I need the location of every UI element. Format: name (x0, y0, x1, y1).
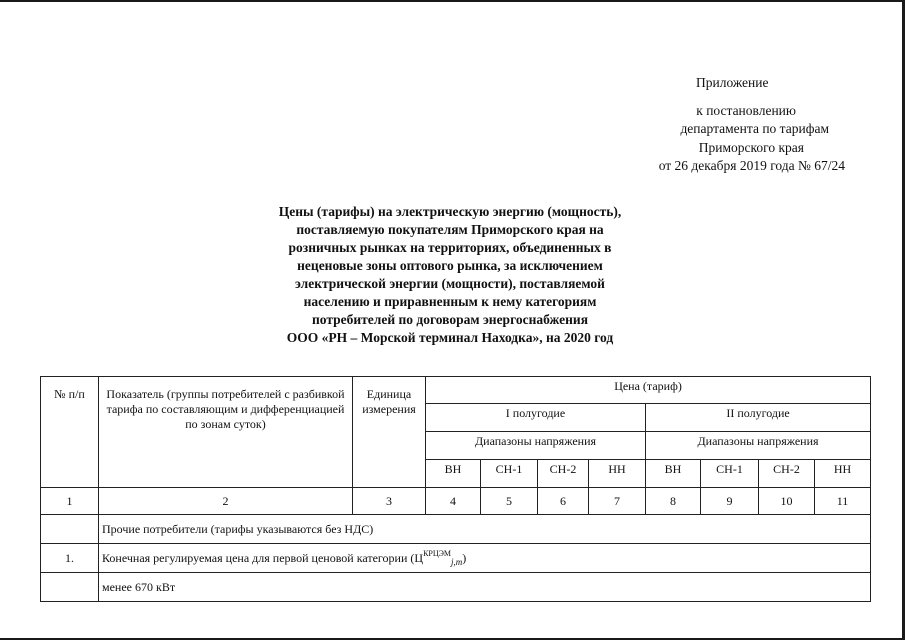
header-voltage-nn: НН (589, 460, 646, 488)
formula-superscript: КРЦЭМ (423, 548, 452, 558)
header-voltage-ranges-1: Диапазоны напряжения (426, 432, 646, 460)
header-indicator: Показатель (группы потребителей с разбивкой тарифа по составляющим и дифференциацией по зонам суток) (99, 377, 353, 488)
appendix-line: от 26 декабря 2019 года № 67/24 (658, 158, 845, 173)
appendix-line: к постановлению (696, 102, 796, 118)
column-number: 7 (589, 488, 646, 515)
header-half-2: II полугодие (646, 404, 871, 432)
document-heading (245, 203, 655, 347)
appendix-line: Приморского края (698, 139, 804, 155)
header-num: № п/п (41, 377, 99, 488)
heading-line: поставляемую покупателям Приморского края на (296, 222, 604, 237)
header-voltage-nn: НН (815, 460, 871, 488)
tariff-table (40, 376, 871, 602)
header-voltage-sn1: СН-1 (701, 460, 759, 488)
row-num: 1. (41, 544, 99, 573)
header-half-1: I полугодие (426, 404, 646, 432)
header-voltage-sn2: СН-2 (759, 460, 815, 488)
header-voltage-ranges-2: Диапазоны напряжения (646, 432, 871, 460)
appendix-block (560, 74, 880, 176)
column-number: 1 (41, 488, 99, 515)
formula-tail: ) (462, 550, 467, 565)
row-num (41, 515, 99, 544)
table-row (41, 515, 871, 544)
row-text: Прочие потребители (тарифы указываются без НДС) (99, 515, 871, 544)
header-unit: Единица измерения (353, 377, 426, 488)
heading-line: Цены (тарифы) на электрическую энергию (мощность), (278, 204, 622, 219)
table-row (41, 573, 871, 602)
row-text: менее 670 кВт (99, 573, 871, 602)
row-text: Конечная регулируемая цена для первой ценовой категории (Ц (102, 550, 424, 565)
heading-line: потребителей по договорам энергоснабжения (311, 312, 589, 327)
heading-line: неценовые зоны оптового рынка, за исключением (297, 258, 603, 273)
formula-subscript: j,m (451, 556, 463, 567)
heading-line: ООО «РН – Морской терминал Находка», на 2020 год (286, 330, 614, 345)
column-number: 2 (99, 488, 353, 515)
column-number: 4 (426, 488, 481, 515)
column-number: 9 (701, 488, 759, 515)
appendix-title: Приложение (696, 75, 769, 90)
column-number-row (41, 488, 871, 515)
heading-line: розничных рынках на территориях, объединенных в (288, 240, 612, 255)
header-voltage-sn2: СН-2 (538, 460, 589, 488)
header-voltage-vn: ВН (426, 460, 481, 488)
column-number: 6 (538, 488, 589, 515)
header-voltage-sn1: СН-1 (481, 460, 538, 488)
column-number: 3 (353, 488, 426, 515)
header-voltage-vn: ВН (646, 460, 701, 488)
heading-line: населению и приравненным к нему категориям (303, 294, 597, 309)
header-price: Цена (тариф) (426, 377, 871, 404)
table-row (41, 544, 871, 573)
column-number: 10 (759, 488, 815, 515)
scan-border-top (0, 0, 905, 2)
column-number: 5 (481, 488, 538, 515)
row-num (41, 573, 99, 602)
column-number: 11 (815, 488, 871, 515)
appendix-line: департамента по тарифам (680, 121, 829, 136)
row-text-formula (99, 544, 871, 573)
heading-line: электрической энергии (мощности), поставляемой (295, 276, 605, 291)
column-number: 8 (646, 488, 701, 515)
